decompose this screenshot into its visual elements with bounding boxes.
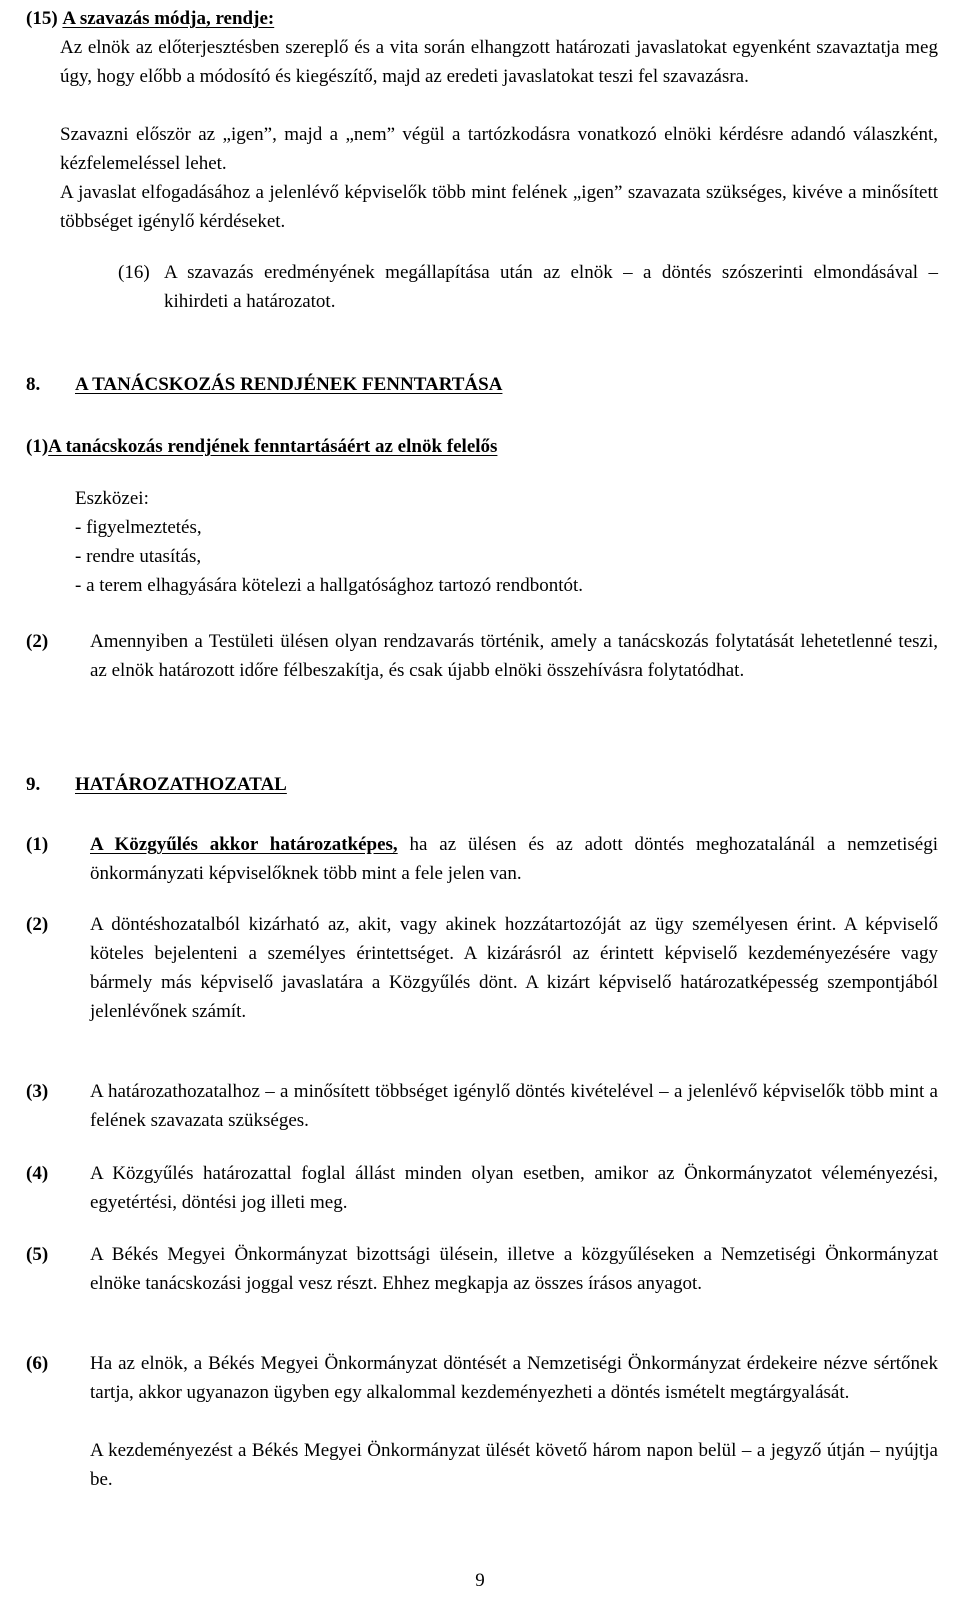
paragraph-number: (1) — [26, 436, 49, 457]
tools-item: - a terem elhagyására kötelezi a hallgatósághoz tartozó rendbontót. — [75, 575, 584, 596]
paragraph-16-number — [118, 258, 150, 287]
section-9-item-3-number: (3) — [26, 1081, 49, 1102]
paragraph-title: A tanácskozás rendjének fenntartásáért az elnök felelős — [48, 436, 498, 457]
section-9-item-1-number: (1) — [26, 834, 49, 855]
bold-lead: A Közgyűlés akkor határozatképes, — [90, 834, 398, 855]
tools-item: - figyelmeztetés, — [75, 517, 202, 538]
section-9-number: 9. — [26, 774, 41, 795]
tools-label: Eszközei: — [75, 488, 149, 509]
item-text: ha az ülésen és az adott döntés meghozatalánál a nemzetiségi önkormányzati képviselőknek több mint a fele jelen van. — [90, 834, 938, 884]
section-9-item-2-text: A döntéshozatalból kizárható az, akit, vagy akinek hozzátartozóját az ügy személyesen érint. A képviselő köteles bejelenteni a személyes érintettséget. A kizárásról az érintett képviselő kezdeményezésére vagy bármely más képviselő javaslatára a Közgyűlés dönt. A kizárt képviselő határozatképesség szempontjából jelenlévőnek számít. — [90, 914, 938, 1022]
paragraph-16-text: A szavazás eredményének megállapítása után az elnök – a döntés szószerinti elmondásával – kihirdeti a határozatot. — [164, 262, 938, 312]
paragraph-15-text-1: Az elnök az előterjesztésben szereplő és a vita során elhangzott határozati javaslatokat egyenként szavaztatja meg úgy, hogy előbb a módosító és kiegészítő, majd az eredeti javaslatokat teszi fel szavazásra. — [60, 37, 938, 87]
section-9-item-5-number: (5) — [26, 1244, 49, 1265]
section-9-item-2-number: (2) — [26, 914, 49, 935]
section-8-item-2-number: (2) — [26, 631, 49, 652]
paragraph-15-text-3: A javaslat elfogadásához a jelenlévő képviselők több mint felének „igen” szavazata szükséges, kivéve a minősített többséget igénylő kérdéseket. — [60, 182, 938, 232]
section-8-item-2-text: Amennyiben a Testületi ülésen olyan rendzavarás történik, amely a tanácskozás folytatását lehetetlenné teszi, az elnök határozott időre félbeszakítja, és csak újabb elnöki összehívásra folytatódhat. — [90, 631, 938, 681]
section-9-item-6-text-2: A kezdeményezést a Békés Megyei Önkormányzat ülését követő három napon belül – a jegyző útján – nyújtja be. — [90, 1440, 938, 1490]
section-9-item-3-text: A határozathozatalhoz – a minősített többséget igénylő döntés kivételével – a jelenlévő képviselők több mint a felének szavazata szükséges. — [90, 1081, 938, 1131]
section-9-item-4-text: A Közgyűlés határozattal foglal állást minden olyan esetben, amikor az Önkormányzatot véleményezési, egyetértési, döntési jog illeti meg. — [90, 1163, 938, 1213]
paragraph-title: A szavazás módja, rendje: — [62, 8, 275, 29]
section-9-item-1-text — [90, 830, 938, 888]
tools-item: - rendre utasítás, — [75, 546, 202, 567]
page-number: 9 — [475, 1570, 485, 1591]
section-9-item-6-text: Ha az elnök, a Békés Megyei Önkormányzat döntését a Nemzetiségi Önkormányzat érdekeire nézve sértőnek tartja, akkor ugyanazon ügyben egy alkalommal kezdeményezheti a döntés ismételt megtárgyalását. — [90, 1353, 938, 1403]
section-9-title: HATÁROZATHOZATAL — [75, 774, 287, 795]
section-8-title: A TANÁCSKOZÁS RENDJÉNEK FENNTARTÁSA — [75, 374, 503, 395]
section-9-item-5-text: A Békés Megyei Önkormányzat bizottsági ülésein, illetve a közgyűléseken a Nemzetiségi Önkormányzat elnöke tanácskozási joggal vesz részt. Ehhez megkapja az összes írásos anyagot. — [90, 1244, 938, 1294]
paragraph-number: (16) — [118, 262, 150, 283]
section-9-item-4-number: (4) — [26, 1163, 49, 1184]
paragraph-15-text-2: Szavazni először az „igen”, majd a „nem” végül a tartózkodásra vonatkozó elnöki kérdésre adandó válaszként, kézfelemeléssel lehet. — [60, 124, 938, 174]
paragraph-number: (15) — [26, 8, 58, 29]
section-9-item-6-number: (6) — [26, 1353, 49, 1374]
paragraph-15-header — [26, 4, 274, 33]
section-8-number: 8. — [26, 374, 41, 395]
section-8-item-1-header — [26, 432, 497, 461]
